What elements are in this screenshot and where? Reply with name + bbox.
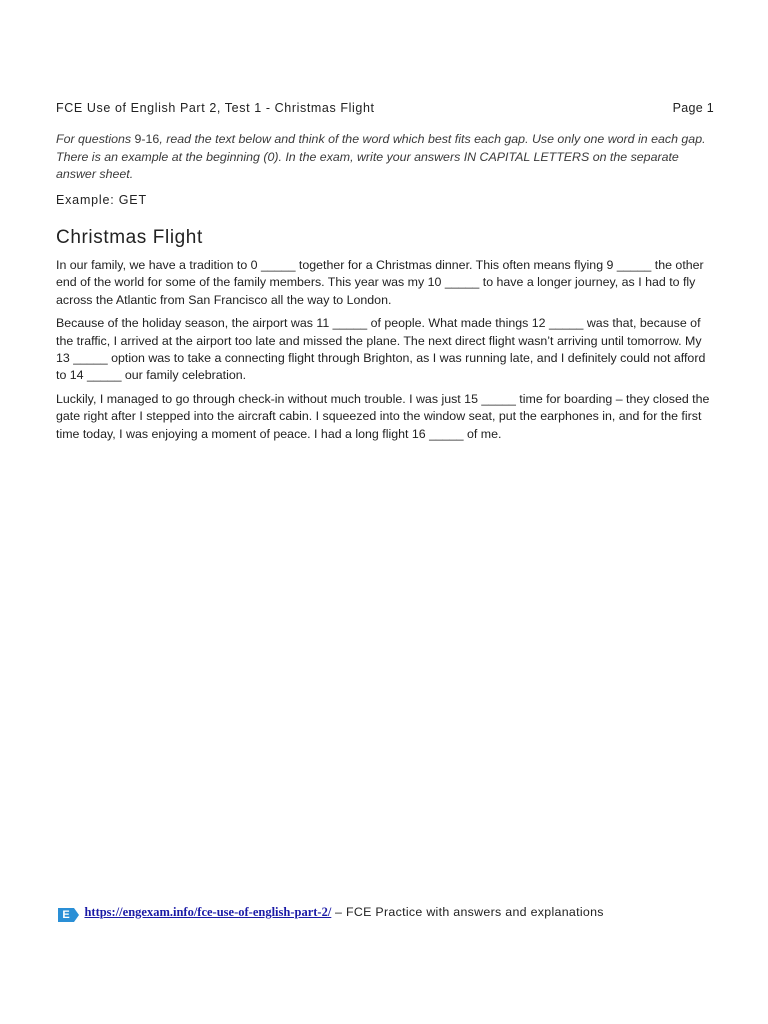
instructions-prefix: For questions [56, 132, 135, 146]
article-title: Christmas Flight [56, 227, 203, 248]
page-footer [58, 905, 604, 922]
engexam-logo-icon: E [58, 908, 74, 922]
instructions [56, 131, 716, 184]
paragraph-2: Because of the holiday season, the airport was 11 _____ of people. What made things 12 _____ was that, because of the traffic, I arrived at the airport too late and missed the plane. The next direct flight wasn’t arriving until tomorrow. My 13 _____ option was to take a connecting flight through Brighton, as I was running late, and I definitely could not afford to 14 _____ our family celebration. [56, 316, 706, 383]
page-number: Page 1 [672, 101, 714, 115]
instructions-text: , read the text below and think of the word which best fits each gap. Use only one word in each gap. There is an example at the beginning (0). In the exam, write your answers IN CAPITAL LETTERS on the separate answer sheet. [56, 132, 706, 181]
paragraph-3: Luckily, I managed to go through check-in without much trouble. I was just 15 _____ time for boarding – they closed the gate right after I stepped into the aircraft cabin. I squeezed into the window seat, put the earphones in, and for the first time today, I was enjoying a moment of peace. I had a long flight 16 _____ of me. [56, 391, 710, 441]
page-header [56, 101, 714, 115]
example-line: Example: GET [56, 193, 147, 207]
paragraph-1: In our family, we have a tradition to 0 _____ together for a Christmas dinner. This often means flying 9 _____ the other end of the world for some of the family members. This year was my 10 _____ to have a longer journey, as I had to fly across the Atlantic from San Francisco all the way to London. [56, 258, 704, 307]
article-body [56, 257, 716, 449]
footer-link[interactable]: https://engexam.info/fce-use-of-english-part-2/ [84, 905, 332, 919]
header-title: FCE Use of English Part 2, Test 1 - Christmas Flight [56, 101, 375, 115]
footer-tail: – FCE Practice with answers and explanations [331, 905, 604, 919]
instructions-range: 9-16 [134, 132, 160, 146]
